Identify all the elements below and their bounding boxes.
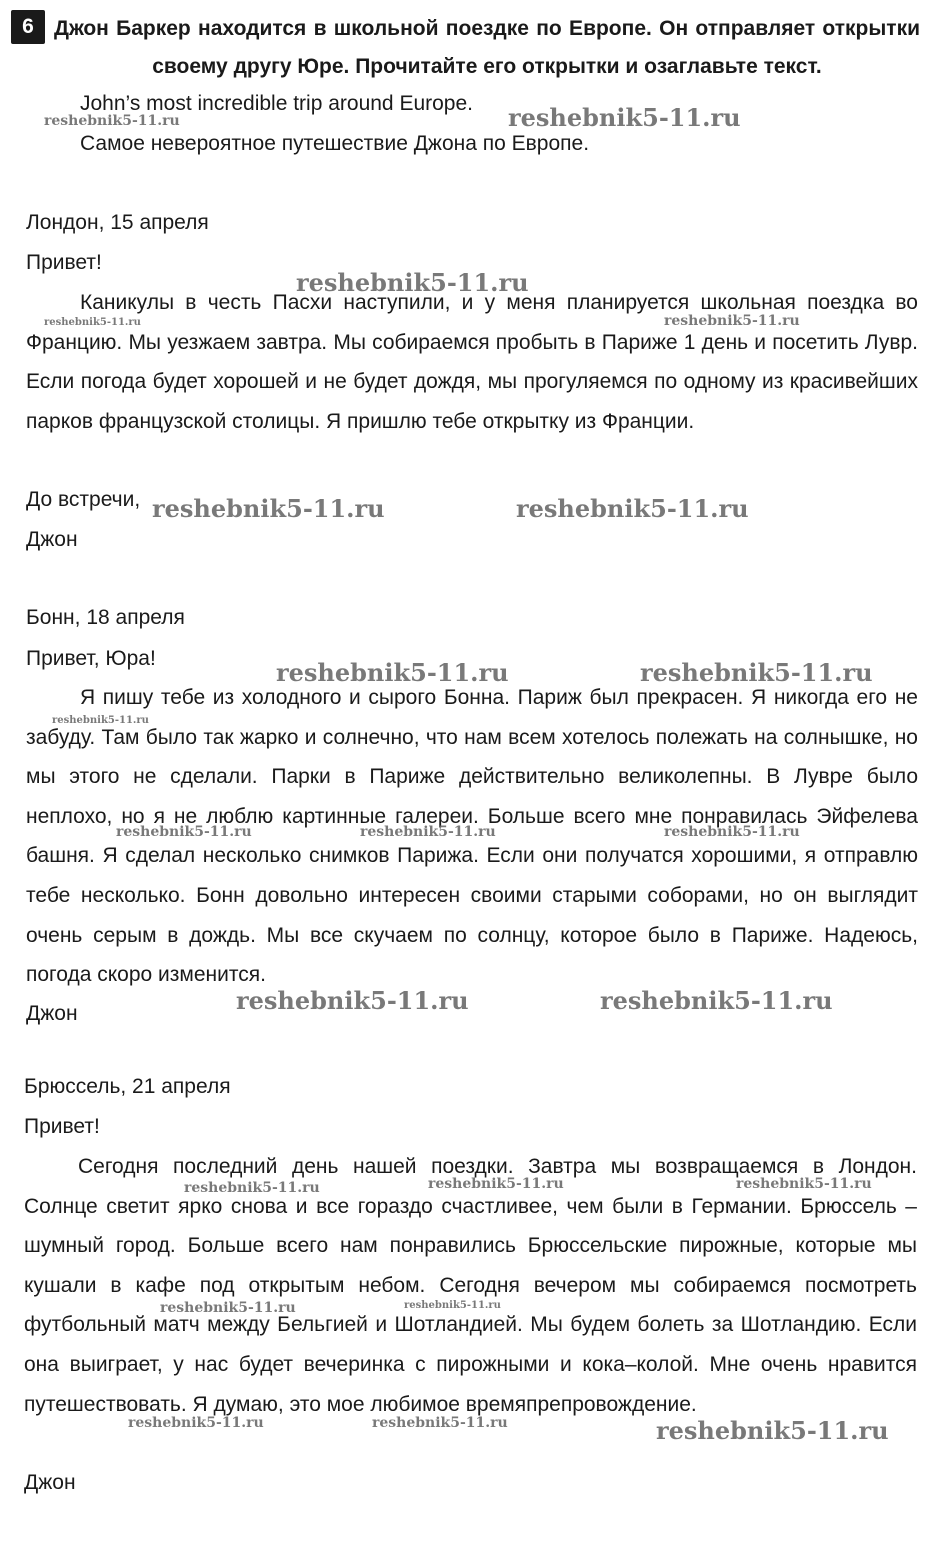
watermark: reshebnik5-11.ru — [428, 1176, 564, 1192]
watermark: reshebnik5-11.ru — [664, 313, 800, 329]
postcard-1-place-date: Лондон, 15 апреля — [26, 211, 209, 234]
title-english: John’s most incredible trip around Europe. — [80, 92, 474, 115]
watermark: reshebnik5-11.ru — [152, 494, 385, 523]
watermark: reshebnik5-11.ru — [160, 1300, 296, 1316]
watermark: reshebnik5-11.ru — [664, 824, 800, 840]
watermark: reshebnik5-11.ru — [656, 1416, 889, 1445]
watermark: reshebnik5-11.ru — [508, 103, 741, 132]
title-russian: Самое невероятное путешествие Джона по Европе. — [80, 132, 590, 155]
watermark: reshebnik5-11.ru — [184, 1180, 320, 1196]
postcard-1-signature: Джон — [26, 528, 78, 551]
postcard-2-place-date: Бонн, 18 апреля — [26, 606, 185, 629]
watermark: reshebnik5-11.ru — [276, 658, 509, 687]
watermark: reshebnik5-11.ru — [236, 986, 469, 1015]
watermark: reshebnik5-11.ru — [600, 986, 833, 1015]
postcard-2-body: Я пишу тебе из холодного и сырого Бонна. Париж был прекрасен. Я никогда его не забуду. Там было так жарко и солнечно, что нам всем хотелось полежать на солнышке, но мы этого не сделали. Парки в Париже действительно великолепны. В Лувре было неплохо, но я не люблю картинные галереи. Больше всего мне понравилась Эйфелева башня. Я сделал несколько снимков Парижа. Если они получатся хорошими, я отправлю тебе несколько. Бонн довольно интересен своими старыми соборами, но он выглядит очень серым в дождь. Мы все скучаем по солнцу, которое было в Париже. Надеюсь, погода скоро изменится. — [26, 686, 918, 987]
postcard-3-signature: Джон — [24, 1471, 76, 1494]
watermark: reshebnik5-11.ru — [404, 1300, 501, 1311]
watermark: reshebnik5-11.ru — [116, 824, 252, 840]
watermark: reshebnik5-11.ru — [44, 317, 141, 328]
watermark: reshebnik5-11.ru — [128, 1415, 264, 1431]
watermark: reshebnik5-11.ru — [372, 1415, 508, 1431]
watermark: reshebnik5-11.ru — [360, 824, 496, 840]
watermark: reshebnik5-11.ru — [296, 268, 529, 297]
postcard-3-body: Сегодня последний день нашей поездки. Завтра мы возвращаемся в Лондон. Солнце светит ярко снова и все гораздо счастливее, чем были в Германии. Брюссель – шумный город. Больше всего нам понравились Брюссельские пирожные, которые мы кушали в кафе под открытым небом. Сегодня вечером мы собираемся посмотреть футбольный матч между Бельгией и Шотландией. Мы будем болеть за Шотландию. Если она выиграет, у нас будет вечеринка с пирожными и кока–колой. Мне очень нравится путешествовать. Я думаю, это мое любимое времяпрепровождение. — [24, 1155, 917, 1416]
postcard-1-closing: До встречи, — [26, 488, 141, 511]
postcard-2-greeting: Привет, Юра! — [26, 647, 156, 670]
postcard-1-greeting: Привет! — [26, 251, 102, 274]
watermark: reshebnik5-11.ru — [640, 658, 873, 687]
postcard-3-place-date: Брюссель, 21 апреля — [24, 1075, 231, 1098]
watermark: reshebnik5-11.ru — [44, 113, 180, 129]
postcard-3-greeting: Привет! — [24, 1115, 100, 1138]
postcard-1-body: Каникулы в честь Пасхи наступили, и у меня планируется школьная поездка во Францию. Мы уезжаем завтра. Мы собираемся пробыть в Париже 1 день и посетить Лувр. Если погода будет хорошей и не будет дождя, мы прогуляемся по одному из красивейших парков французской столицы. Я пришлю тебе открытку из Франции. — [26, 291, 918, 433]
postcard-2-signature: Джон — [26, 1002, 78, 1025]
task-number-badge: 6 — [11, 10, 45, 44]
watermark: reshebnik5-11.ru — [52, 715, 149, 726]
task-instruction: Джон Баркер находится в школьной поездке по Европе. Он отправляет открытки своему другу Юре. Прочитайте его открытки и озаглавьте текст. — [54, 17, 920, 78]
watermark: reshebnik5-11.ru — [736, 1176, 872, 1192]
watermark: reshebnik5-11.ru — [516, 494, 749, 523]
